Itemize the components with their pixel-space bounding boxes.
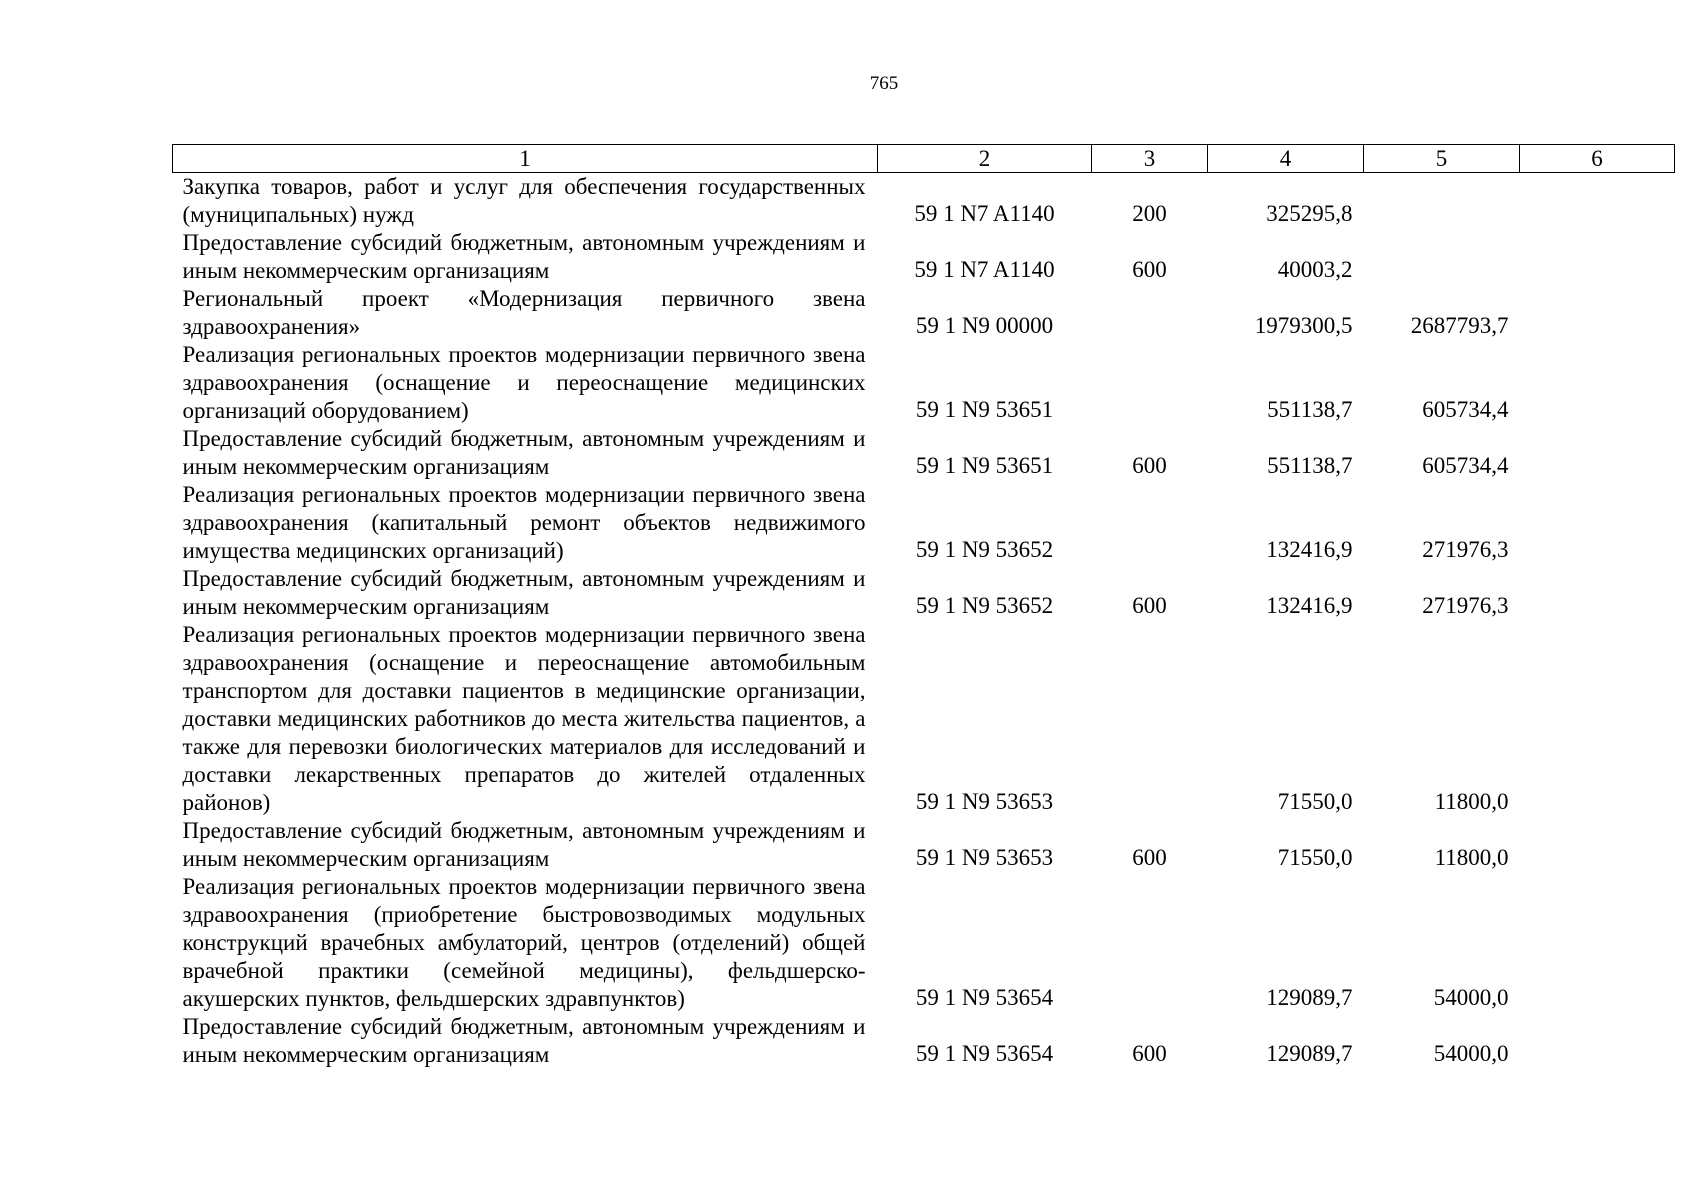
row-sum-col5: 271976,3 xyxy=(1422,593,1509,618)
row-sum-col4: 551138,7 xyxy=(1267,397,1353,422)
row-sum-col4: 1979300,5 xyxy=(1254,313,1353,338)
row-sum-col6 xyxy=(1520,621,1675,817)
row-sum-col4: 325295,8 xyxy=(1266,201,1353,226)
row-sum-col5 xyxy=(1364,229,1520,285)
row-code: 59 1 N9 53652 xyxy=(915,593,1054,618)
row-sum-col4: 129089,7 xyxy=(1266,985,1353,1010)
row-name: Реализация региональных проектов модернизации первичного звена здравоохранения (оснащение и переоснащение автомобильным транспортом для доставки пациентов в медицинские организации, доставки медицинских работников до места жительства пациентов, а также для перевозки биологических материалов для исследований и доставки лекарственных препаратов до жителей отдаленных районов) xyxy=(182,622,866,815)
row-sum-col4: 132416,9 xyxy=(1266,593,1353,618)
table-row xyxy=(173,873,1675,1013)
row-expense-type xyxy=(1092,341,1208,425)
row-code: 59 1 N9 53653 xyxy=(915,789,1054,814)
row-sum-col6 xyxy=(1520,481,1675,565)
table-body xyxy=(173,173,1675,1070)
table-row xyxy=(173,1013,1675,1069)
table-row xyxy=(173,229,1675,285)
row-sum-col6 xyxy=(1520,817,1675,873)
row-sum-col5: 54000,0 xyxy=(1433,1041,1509,1066)
table-row xyxy=(173,481,1675,565)
row-code: 59 1 N9 53651 xyxy=(915,453,1054,478)
row-sum-col4: 132416,9 xyxy=(1266,537,1353,562)
row-expense-type: 600 xyxy=(1132,453,1167,478)
row-expense-type xyxy=(1092,285,1208,341)
column-header-5: 5 xyxy=(1364,145,1520,173)
row-sum-col5: 605734,4 xyxy=(1422,397,1509,422)
row-name: Предоставление субсидий бюджетным, автономным учреждениям и иным некоммерческим организациям xyxy=(182,426,866,479)
column-header-4: 4 xyxy=(1208,145,1364,173)
row-sum-col5: 605734,4 xyxy=(1422,453,1509,478)
row-sum-col4: 40003,2 xyxy=(1277,257,1353,282)
row-sum-col4: 71550,0 xyxy=(1277,789,1353,814)
row-expense-type xyxy=(1092,481,1208,565)
table-row xyxy=(173,425,1675,481)
row-sum-col5: 271976,3 xyxy=(1422,537,1509,562)
row-code: 59 1 N7 A1140 xyxy=(914,201,1055,226)
row-code: 59 1 N9 53654 xyxy=(915,985,1054,1010)
column-header-6: 6 xyxy=(1520,145,1675,173)
row-expense-type xyxy=(1092,873,1208,1013)
row-name: Реализация региональных проектов модернизации первичного звена здравоохранения (капитальный ремонт объектов недвижимого имущества медицинских организаций) xyxy=(182,482,866,563)
row-expense-type: 200 xyxy=(1132,201,1167,226)
row-name: Реализация региональных проектов модернизации первичного звена здравоохранения (оснащение и переоснащение медицинских организаций оборудованием) xyxy=(182,342,866,423)
row-name: Региональный проект «Модернизация первичного звена здравоохранения» xyxy=(182,286,866,339)
table-header xyxy=(173,145,1675,173)
row-name: Предоставление субсидий бюджетным, автономным учреждениям и иным некоммерческим организациям xyxy=(182,818,866,871)
row-sum-col5: 11800,0 xyxy=(1434,845,1509,870)
table-row xyxy=(173,285,1675,341)
table-row xyxy=(173,621,1675,817)
table-row xyxy=(173,173,1675,230)
row-sum-col5 xyxy=(1364,173,1520,230)
row-sum-col6 xyxy=(1520,229,1675,285)
row-code: 59 1 N9 53653 xyxy=(915,845,1054,870)
row-expense-type: 600 xyxy=(1132,593,1167,618)
row-sum-col6 xyxy=(1520,565,1675,621)
row-expense-type xyxy=(1092,621,1208,817)
row-sum-col6 xyxy=(1520,873,1675,1013)
table-row xyxy=(173,817,1675,873)
row-sum-col6 xyxy=(1520,173,1675,230)
table-row xyxy=(173,565,1675,621)
row-name: Реализация региональных проектов модернизации первичного звена здравоохранения (приобретение быстровозводимых модульных конструкций врачебных амбулаторий, центров (отделений) общей врачебной практики (семейной медицины), фельдшерско-акушерских пунктов, фельдшерских здравпунктов) xyxy=(182,874,866,1011)
column-header-3: 3 xyxy=(1092,145,1208,173)
column-header-2: 2 xyxy=(878,145,1092,173)
row-code: 59 1 N9 53651 xyxy=(915,397,1054,422)
row-sum-col6 xyxy=(1520,285,1675,341)
row-name: Предоставление субсидий бюджетным, автономным учреждениям и иным некоммерческим организациям xyxy=(182,230,866,283)
row-expense-type: 600 xyxy=(1132,1041,1167,1066)
row-expense-type: 600 xyxy=(1132,845,1167,870)
row-sum-col6 xyxy=(1520,341,1675,425)
row-name: Предоставление субсидий бюджетным, автономным учреждениям и иным некоммерческим организациям xyxy=(182,1014,866,1067)
row-sum-col4: 551138,7 xyxy=(1267,453,1353,478)
row-code: 59 1 N9 53654 xyxy=(915,1041,1054,1066)
row-code: 59 1 N7 A1140 xyxy=(914,257,1055,282)
row-sum-col6 xyxy=(1520,425,1675,481)
row-sum-col5: 2687793,7 xyxy=(1410,313,1509,338)
row-code: 59 1 N9 00000 xyxy=(915,313,1054,338)
row-sum-col4: 71550,0 xyxy=(1277,845,1353,870)
row-expense-type: 600 xyxy=(1132,257,1167,282)
row-sum-col5: 11800,0 xyxy=(1434,789,1509,814)
row-name: Закупка товаров, работ и услуг для обеспечения государственных (муниципальных) нужд xyxy=(182,174,866,227)
row-code: 59 1 N9 53652 xyxy=(915,537,1054,562)
header-row xyxy=(173,145,1675,173)
row-sum-col5: 54000,0 xyxy=(1433,985,1509,1010)
table-row xyxy=(173,341,1675,425)
budget-table xyxy=(172,144,1675,1069)
page-number: 765 xyxy=(869,73,899,94)
row-sum-col4: 129089,7 xyxy=(1266,1041,1353,1066)
row-sum-col6 xyxy=(1520,1013,1675,1069)
column-header-1: 1 xyxy=(173,145,878,173)
row-name: Предоставление субсидий бюджетным, автономным учреждениям и иным некоммерческим организациям xyxy=(182,566,866,619)
